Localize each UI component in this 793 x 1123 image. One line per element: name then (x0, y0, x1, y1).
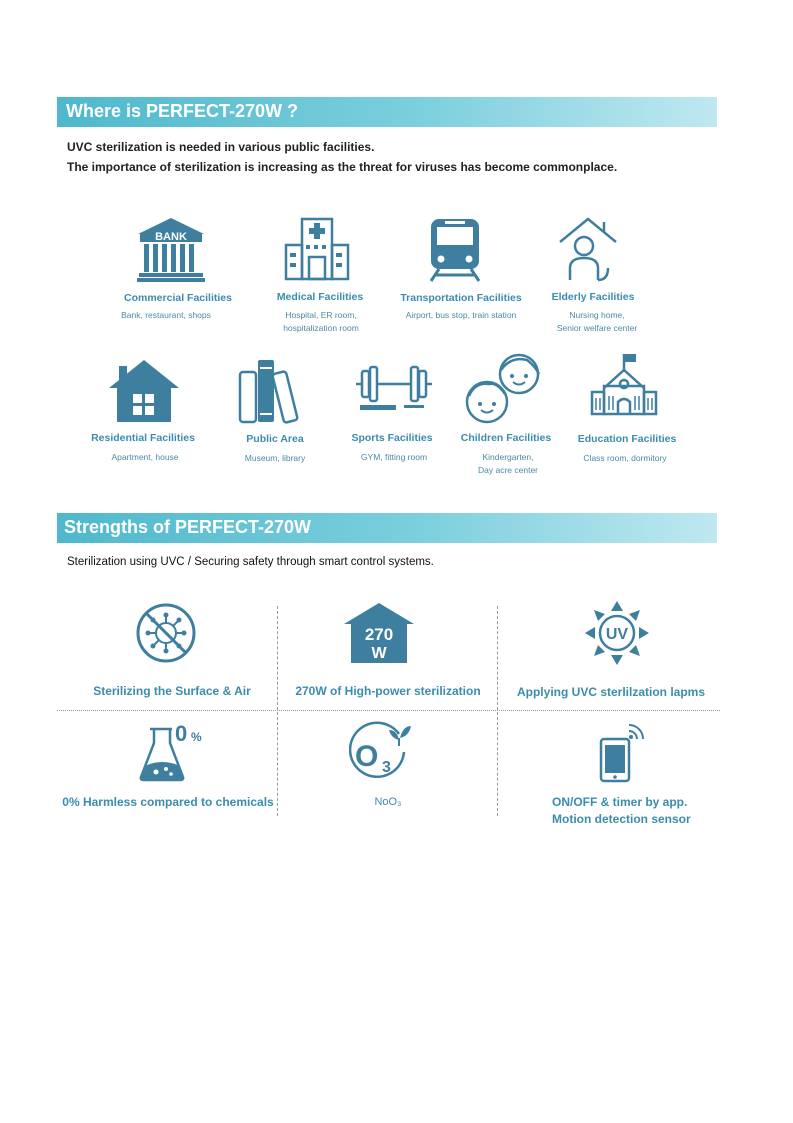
ozone-icon-sub: 3 (382, 759, 391, 776)
strength-label-surface-air: Sterilizing the Surface & Air (93, 684, 251, 698)
facility-title-children: Children Facilities (460, 432, 552, 444)
school-icon (590, 352, 658, 418)
strength-label-uvc-lamps: Applying UVC sterlilzation lapms (516, 685, 706, 699)
facility-desc-transportation: Airport, bus stop, train station (405, 310, 517, 320)
facility-desc-residential: Apartment, house (111, 452, 179, 462)
facility-title-public: Public Area (246, 433, 304, 445)
strengths-intro: Sterilization using UVC / Securing safety through smart control systems. (67, 556, 434, 568)
flask-icon-sub: % (191, 730, 202, 744)
strength-label-motion-sensor: Motion detection sensor (552, 812, 691, 826)
grid-divider-vertical-2 (497, 606, 498, 816)
elderly-home-icon (558, 216, 618, 282)
uv-sun-icon-text: UV (605, 626, 629, 643)
facility-desc-elderly-2: Senior welfare center (556, 323, 638, 333)
strength-label-no-ozone: NoO₃ (374, 796, 402, 808)
bank-icon-text: BANK (155, 231, 187, 243)
facility-title-elderly: Elderly Facilities (551, 291, 635, 303)
facility-title-transportation: Transportation Facilities (400, 292, 522, 304)
facility-desc-elderly-1: Nursing home, (569, 310, 625, 320)
strength-label-harmless: 0% Harmless compared to chemicals (62, 795, 274, 809)
hospital-icon (284, 217, 350, 281)
flask-icon (138, 719, 206, 783)
strength-label-app-timer: ON/OFF & timer by app. (552, 795, 688, 809)
power-house-icon-text-1: 270 (364, 625, 394, 644)
facility-title-sports: Sports Facilities (351, 432, 433, 444)
flask-icon-text: 0 (175, 721, 188, 746)
facility-desc-children-1: Kindergarten, (482, 452, 534, 462)
facility-desc-public: Museum, library (244, 453, 306, 463)
section-banner-strengths (57, 513, 717, 543)
facility-desc-commercial: Bank, restaurant, shops (121, 310, 211, 320)
strength-label-high-power: 270W of High-power sterilization (295, 684, 481, 698)
train-icon (429, 217, 481, 283)
facility-title-commercial: Commercial Facilities (124, 292, 232, 304)
intro-line-1: UVC sterilization is needed in various public facilities. (67, 140, 375, 154)
no-virus-icon (135, 602, 197, 664)
facility-desc-medical-2: hospitalization room (283, 323, 359, 333)
section-title-strengths: Strengths of PERFECT-270W (64, 517, 312, 537)
ozone-icon (349, 720, 411, 782)
children-icon (461, 352, 545, 426)
bank-icon (136, 216, 206, 282)
books-icon (238, 358, 306, 426)
facility-title-residential: Residential Facilities (91, 432, 195, 444)
power-house-icon (343, 602, 415, 664)
uv-sun-icon (585, 601, 649, 665)
grid-divider-horizontal (57, 710, 720, 711)
facility-desc-sports: GYM, fitting room (360, 452, 428, 462)
house-icon (107, 358, 181, 424)
facility-desc-education: Class room, dormitory (583, 453, 667, 463)
section-banner-where (57, 97, 717, 127)
power-house-icon-text-2: W (371, 645, 387, 662)
intro-line-2: The importance of sterilization is increasing as the threat for viruses has become commonplace. (67, 160, 618, 174)
facility-title-education: Education Facilities (577, 433, 677, 445)
facility-desc-medical-1: Hospital, ER room, (285, 310, 357, 320)
section-title-where: Where is PERFECT-270W ? (66, 101, 299, 121)
facility-desc-children-2: Day acre center (478, 465, 538, 475)
grid-divider-vertical-1 (277, 606, 278, 816)
dumbbell-icon (356, 365, 432, 413)
facility-title-medical: Medical Facilities (276, 291, 364, 303)
ozone-icon-text: O (355, 740, 379, 773)
smartphone-icon (599, 721, 647, 783)
